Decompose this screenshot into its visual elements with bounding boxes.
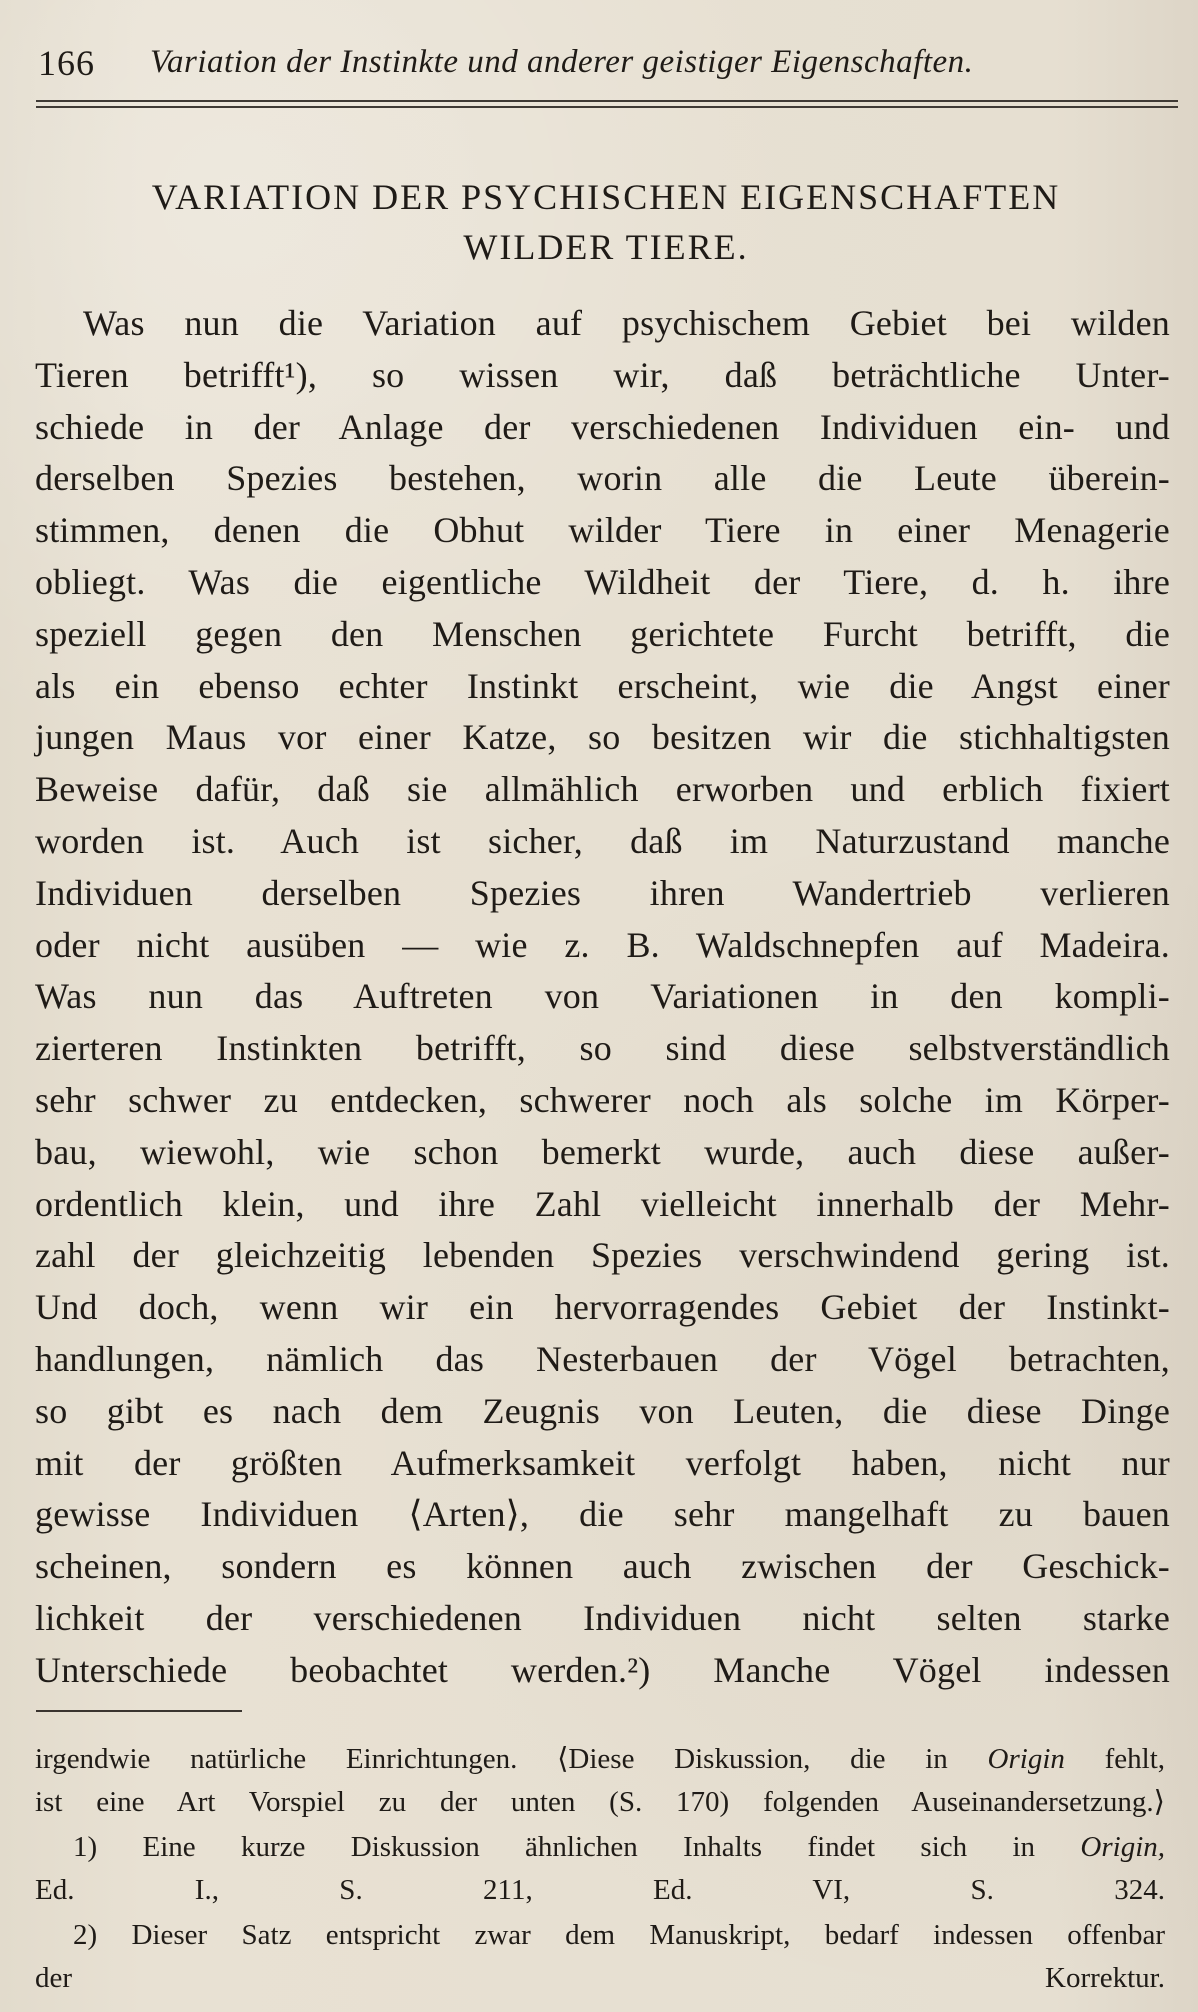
footnote-1-line (35, 1826, 1165, 1869)
body-line: Was nun die Variation auf psychischem Gebiet bei wilden (83, 303, 1170, 343)
body-line: ordentlich klein, und ihre Zahl vielleicht innerhalb der Mehr- (35, 1183, 1170, 1224)
origin-reference: Origin, (1080, 1831, 1165, 1863)
body-line: zahl der gleichzeitig lebenden Spezies verschwindend gering ist. (35, 1235, 1170, 1276)
running-title: Variation der Instinkte und anderer geistiger Eigenschaften. (150, 44, 974, 80)
footnote-1-text: 1) Eine kurze Diskussion ähnlichen Inhalts findet sich in (73, 1831, 1081, 1863)
footnote-continuation-line (35, 1738, 1165, 1781)
section-heading-line-2: WILDER TIERE. (463, 227, 749, 267)
footnote-continuation-text: irgendwie natürliche Einrichtungen. ⟨Diese Diskussion, die in (35, 1743, 988, 1775)
body-line: worden ist. Auch ist sicher, daß im Naturzustand manche (35, 820, 1170, 861)
header-double-rule (36, 100, 1178, 108)
section-heading (66, 172, 1146, 272)
body-line: bau, wiewohl, wie schon bemerkt wurde, auch diese außer- (35, 1131, 1170, 1172)
body-line: gewisse Individuen ⟨Arten⟩, die sehr mangelhaft zu bauen (35, 1494, 1170, 1535)
body-line: als ein ebenso echter Instinkt erscheint, wie die Angst einer (35, 665, 1170, 706)
body-line: speziell gegen den Menschen gerichtete Furcht betrifft, die (35, 613, 1170, 654)
footnote-continuation-line: ist eine Art Vorspiel zu der unten (S. 170) folgenden Auseinandersetzung.⟩ (35, 1786, 1165, 1818)
body-line: Unterschiede beobachtet werden.²) Manche Vögel indessen (35, 1649, 1170, 1690)
body-line: zierteren Instinkten betrifft, so sind diese selbstverständlich (35, 1028, 1170, 1069)
body-line: Individuen derselben Spezies ihren Wandertrieb verlieren (35, 872, 1170, 913)
body-line: mit der größten Aufmerksamkeit verfolgt haben, nicht nur (35, 1442, 1170, 1483)
body-line: Was nun das Auftreten von Variationen in den kompli- (35, 976, 1170, 1017)
footnote-2-line: 2) Dieser Satz entspricht zwar dem Manuskript, bedarf indessen offenbar (73, 1919, 1165, 1951)
page-number: 166 (38, 43, 95, 83)
body-line: scheinen, sondern es können auch zwischen der Geschick- (35, 1546, 1170, 1587)
footnote-1-edition-line: Ed. I., S. 211, Ed. VI, S. 324. (35, 1874, 1165, 1906)
footnote-separator-rule (36, 1710, 242, 1712)
body-line: handlungen, nämlich das Nesterbauen der Vögel betrachten, (35, 1338, 1170, 1379)
body-line: obliegt. Was die eigentliche Wildheit der Tiere, d. h. ihre (35, 561, 1170, 602)
footnote-2-last-line: der Korrektur. (35, 1962, 1165, 1994)
main-body-text (35, 298, 1170, 1697)
body-line: jungen Maus vor einer Katze, so besitzen wir die stichhaltigsten (35, 717, 1170, 758)
body-line: Tieren betrifft¹), so wissen wir, daß beträchtliche Unter- (35, 354, 1170, 395)
body-line: oder nicht ausüben — wie z. B. Waldschnepfen auf Madeira. (35, 924, 1170, 965)
body-line: stimmen, denen die Obhut wilder Tiere in einer Menagerie (35, 510, 1170, 551)
body-line: schiede in der Anlage der verschiedenen Individuen ein- und (35, 406, 1170, 447)
section-heading-line-1: VARIATION DER PSYCHISCHEN EIGENSCHAFTEN (151, 177, 1061, 217)
running-head (38, 36, 1170, 86)
origin-reference: Origin (987, 1743, 1065, 1775)
body-line: lichkeit der verschiedenen Individuen nicht selten starke (35, 1597, 1170, 1638)
body-line: Und doch, wenn wir ein hervorragendes Gebiet der Instinkt- (35, 1287, 1170, 1328)
footnotes (35, 1738, 1165, 2000)
body-line: sehr schwer zu entdecken, schwerer noch als solche im Körper- (35, 1079, 1170, 1120)
body-line: Beweise dafür, daß sie allmählich erworben und erblich fixiert (35, 769, 1170, 810)
footnote-continuation-text: fehlt, (1064, 1743, 1165, 1775)
body-line: derselben Spezies bestehen, worin alle die Leute überein- (35, 458, 1170, 499)
body-line: so gibt es nach dem Zeugnis von Leuten, die diese Dinge (35, 1390, 1170, 1431)
